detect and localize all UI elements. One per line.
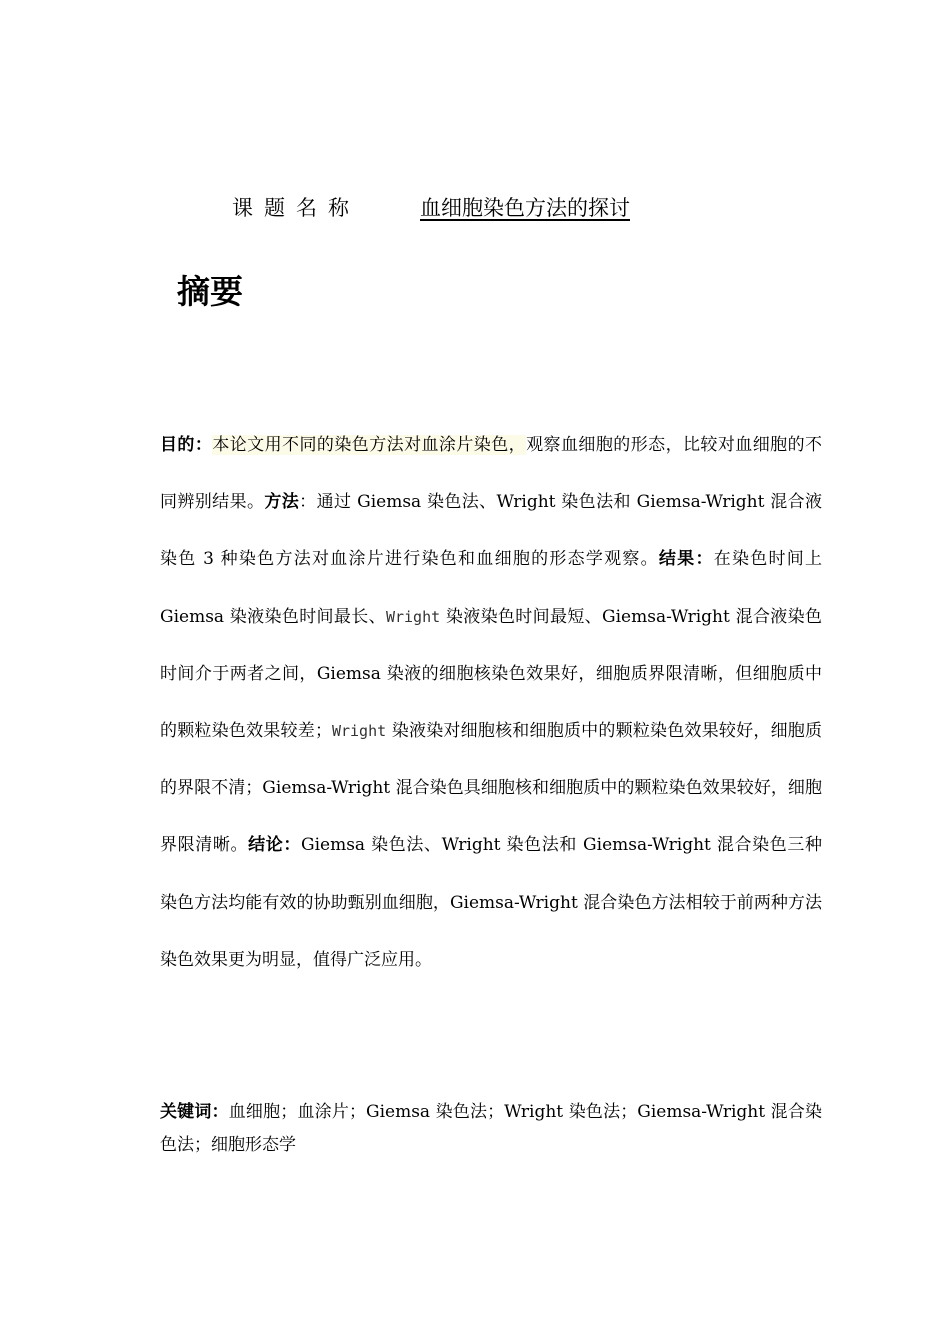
result-text-1: 在染色时间上 Giemsa 染液染色时间最长、 <box>160 549 823 627</box>
result-wright-1: Wright <box>385 607 441 626</box>
objective-text: 观察血细胞的形态，比较对血细胞的不同辨别结果。 <box>160 435 823 513</box>
topic-label: 课题名称 <box>232 196 360 220</box>
result-text-2: 染液染色时间最短、Giemsa-Wright 混合液染色时间介于两者之间，Giemsa 染液的细胞核染色效果好，细胞质界限清晰，但细胞质中的颗粒染色效果较差； <box>160 606 822 742</box>
method-label: 方法 <box>264 492 300 513</box>
abstract-body <box>160 417 822 989</box>
objective-highlighted-text: 本论文用不同的染色方法对血涂片染色， <box>212 435 527 455</box>
keywords <box>160 1096 822 1162</box>
conclusion-text: Giemsa 染色法、Wright 染色法和 Giemsa-Wright 混合染色三种染色方法均能有效的协助甄别血细胞，Giemsa-Wright 混合染色方法相较于前两种方法染色效果更为明显，值得广泛应用。 <box>160 835 823 970</box>
method-colon: ： <box>299 492 317 513</box>
keywords-label: 关键词： <box>160 1102 229 1122</box>
result-wright-2: Wright <box>331 722 387 741</box>
method-text: 通过 Giemsa 染色法、Wright 染色法和 Giemsa-Wright 混合液染色 3 种染色方法对血涂片进行染色和血细胞的形态学观察。 <box>160 492 823 570</box>
objective-label: 目的： <box>160 435 213 455</box>
keywords-text: 血细胞；血涂片；Giemsa 染色法；Wright 染色法；Giemsa-Wright 混合染色法；细胞形态学 <box>160 1102 823 1155</box>
topic-value: 血细胞染色方法的探讨 <box>420 196 630 220</box>
result-label: 结果： <box>658 549 714 570</box>
result-text-3: 染液染对细胞核和细胞质中的颗粒染色效果较好，细胞质的界限不清；Giemsa-Wright 混合染色具细胞核和细胞质中的颗粒染色效果较好，细胞界限清晰。 <box>160 721 823 856</box>
conclusion-label: 结论： <box>248 835 301 856</box>
abstract-heading: 摘要 <box>177 272 243 311</box>
topic-line <box>232 192 630 224</box>
